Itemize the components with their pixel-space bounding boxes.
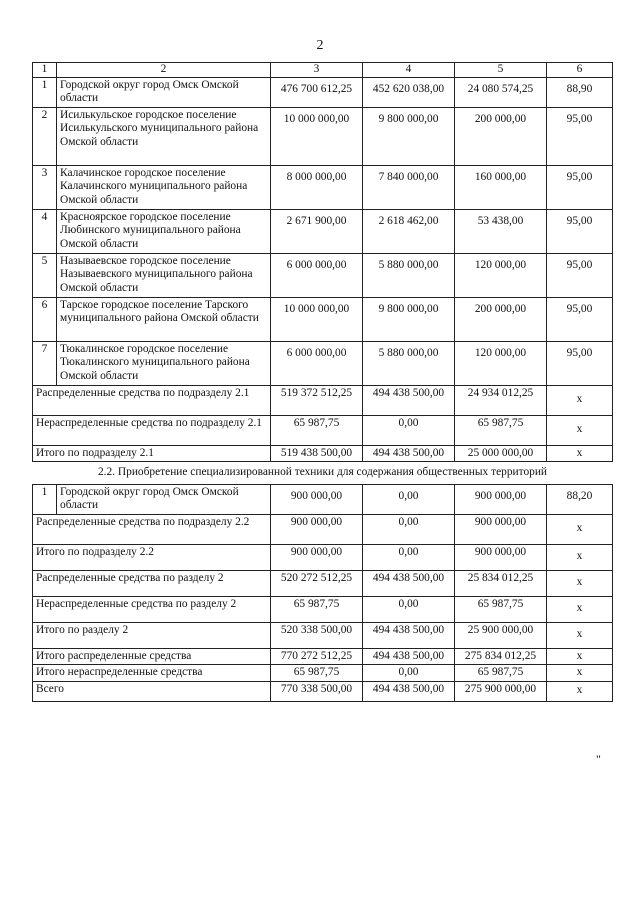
share-percent: х (547, 665, 613, 682)
amount-total: 519 438 500,00 (271, 445, 363, 462)
total-row (33, 596, 613, 622)
amount-total: 65 987,75 (271, 415, 363, 445)
table-row (33, 107, 613, 165)
total-label: Распределенные средства по разделу 2 (33, 570, 271, 596)
table-row (33, 209, 613, 253)
total-row (33, 445, 613, 462)
amount-local: 24 934 012,25 (455, 385, 547, 415)
header-cell: 5 (455, 63, 547, 78)
amount-regional: 494 438 500,00 (363, 622, 455, 648)
total-label: Итого нераспределенные средства (33, 665, 271, 682)
share-percent: 95,00 (547, 165, 613, 209)
total-label: Итого по разделу 2 (33, 622, 271, 648)
page-number: 2 (316, 38, 324, 53)
amount-local: 120 000,00 (455, 341, 547, 385)
amount-regional: 0,00 (363, 665, 455, 682)
amount-regional: 494 438 500,00 (363, 570, 455, 596)
amount-total: 10 000 000,00 (271, 107, 363, 165)
share-percent: х (547, 596, 613, 622)
header-cell: 2 (57, 63, 271, 78)
section-row (33, 462, 613, 485)
share-percent: 95,00 (547, 297, 613, 341)
amount-local: 900 000,00 (455, 484, 547, 514)
share-percent: х (547, 514, 613, 544)
amount-total: 8 000 000,00 (271, 165, 363, 209)
amount-total: 65 987,75 (271, 596, 363, 622)
header-cell: 6 (547, 63, 613, 78)
row-number: 2 (33, 107, 57, 165)
share-percent: х (547, 385, 613, 415)
amount-total: 900 000,00 (271, 544, 363, 570)
amount-total: 10 000 000,00 (271, 297, 363, 341)
municipality-name: Красноярское городское поселение Любинского муниципального района Омской области (57, 209, 271, 253)
amount-regional: 494 438 500,00 (363, 681, 455, 701)
row-number: 4 (33, 209, 57, 253)
total-row (33, 681, 613, 701)
header-cell: 1 (33, 63, 57, 78)
amount-total: 6 000 000,00 (271, 341, 363, 385)
amount-local: 25 000 000,00 (455, 445, 547, 462)
amount-local: 900 000,00 (455, 544, 547, 570)
amount-regional: 5 880 000,00 (363, 341, 455, 385)
amount-regional: 0,00 (363, 514, 455, 544)
total-label: Итого по подразделу 2.1 (33, 445, 271, 462)
amount-total: 520 338 500,00 (271, 622, 363, 648)
total-label: Нераспределенные средства по подразделу 2.1 (33, 415, 271, 445)
amount-local: 275 900 000,00 (455, 681, 547, 701)
total-label: Нераспределенные средства по разделу 2 (33, 596, 271, 622)
amount-local: 900 000,00 (455, 514, 547, 544)
amount-total: 770 338 500,00 (271, 681, 363, 701)
share-percent: х (547, 544, 613, 570)
header-cell: 3 (271, 63, 363, 78)
amount-total: 519 372 512,25 (271, 385, 363, 415)
share-percent: 95,00 (547, 253, 613, 297)
total-row (33, 385, 613, 415)
amount-local: 65 987,75 (455, 665, 547, 682)
amount-total: 900 000,00 (271, 514, 363, 544)
total-row (33, 415, 613, 445)
share-percent: 88,20 (547, 484, 613, 514)
amount-regional: 9 800 000,00 (363, 107, 455, 165)
amount-total: 900 000,00 (271, 484, 363, 514)
amount-local: 275 834 012,25 (455, 648, 547, 665)
amount-regional: 7 840 000,00 (363, 165, 455, 209)
total-label: Итого распределенные средства (33, 648, 271, 665)
amount-local: 24 080 574,25 (455, 77, 547, 107)
total-label: Всего (33, 681, 271, 701)
row-number: 6 (33, 297, 57, 341)
row-number: 3 (33, 165, 57, 209)
header-cell: 4 (363, 63, 455, 78)
amount-regional: 0,00 (363, 484, 455, 514)
total-row (33, 648, 613, 665)
municipality-name: Исилькульское городское поселение Исилькульского муниципального района Омской области (57, 107, 271, 165)
amount-regional: 452 620 038,00 (363, 77, 455, 107)
amount-regional: 0,00 (363, 544, 455, 570)
share-percent: х (547, 648, 613, 665)
total-label: Распределенные средства по подразделу 2.2 (33, 514, 271, 544)
amount-regional: 494 438 500,00 (363, 385, 455, 415)
total-row (33, 665, 613, 682)
row-number: 1 (33, 484, 57, 514)
share-percent: 88,90 (547, 77, 613, 107)
amount-regional: 5 880 000,00 (363, 253, 455, 297)
amount-local: 65 987,75 (455, 596, 547, 622)
amount-regional: 2 618 462,00 (363, 209, 455, 253)
share-percent: 95,00 (547, 209, 613, 253)
table-row (33, 297, 613, 341)
table-row (33, 341, 613, 385)
table-row (33, 165, 613, 209)
share-percent: х (547, 570, 613, 596)
municipality-name: Тарское городское поселение Тарского муниципального района Омской области (57, 297, 271, 341)
amount-total: 2 671 900,00 (271, 209, 363, 253)
total-row (33, 570, 613, 596)
amount-total: 520 272 512,25 (271, 570, 363, 596)
amount-regional: 494 438 500,00 (363, 648, 455, 665)
share-percent: 95,00 (547, 341, 613, 385)
amount-total: 476 700 612,25 (271, 77, 363, 107)
amount-local: 53 438,00 (455, 209, 547, 253)
amount-local: 200 000,00 (455, 107, 547, 165)
share-percent: х (547, 622, 613, 648)
row-number: 5 (33, 253, 57, 297)
amount-total: 65 987,75 (271, 665, 363, 682)
municipality-name: Калачинское городское поселение Калачинского муниципального района Омской области (57, 165, 271, 209)
amount-regional: 0,00 (363, 415, 455, 445)
total-label: Итого по подразделу 2.2 (33, 544, 271, 570)
total-row (33, 544, 613, 570)
table-row (33, 484, 613, 514)
share-percent: 95,00 (547, 107, 613, 165)
total-row (33, 622, 613, 648)
municipality-name: Тюкалинское городское поселение Тюкалинского муниципального района Омской области (57, 341, 271, 385)
municipality-name: Городской округ город Омск Омской области (57, 77, 271, 107)
amount-local: 160 000,00 (455, 165, 547, 209)
amount-local: 65 987,75 (455, 415, 547, 445)
share-percent: х (547, 681, 613, 701)
distribution-table (32, 62, 613, 702)
amount-regional: 494 438 500,00 (363, 445, 455, 462)
amount-local: 25 900 000,00 (455, 622, 547, 648)
table-row (33, 253, 613, 297)
share-percent: х (547, 445, 613, 462)
municipality-name: Называевское городское поселение Называевского муниципального района Омской области (57, 253, 271, 297)
amount-local: 25 834 012,25 (455, 570, 547, 596)
amount-total: 6 000 000,00 (271, 253, 363, 297)
amount-regional: 9 800 000,00 (363, 297, 455, 341)
total-row (33, 514, 613, 544)
row-number: 1 (33, 77, 57, 107)
share-percent: х (547, 415, 613, 445)
municipality-name: Городской округ город Омск Омской области (57, 484, 271, 514)
table-header-row (33, 63, 613, 78)
amount-local: 200 000,00 (455, 297, 547, 341)
amount-regional: 0,00 (363, 596, 455, 622)
total-label: Распределенные средства по подразделу 2.1 (33, 385, 271, 415)
table-row (33, 77, 613, 107)
amount-local: 120 000,00 (455, 253, 547, 297)
closing-quote-mark: " (596, 752, 601, 766)
amount-total: 770 272 512,25 (271, 648, 363, 665)
section-title: 2.2. Приобретение специализированной техники для содержания общественных территорий (33, 462, 613, 485)
row-number: 7 (33, 341, 57, 385)
